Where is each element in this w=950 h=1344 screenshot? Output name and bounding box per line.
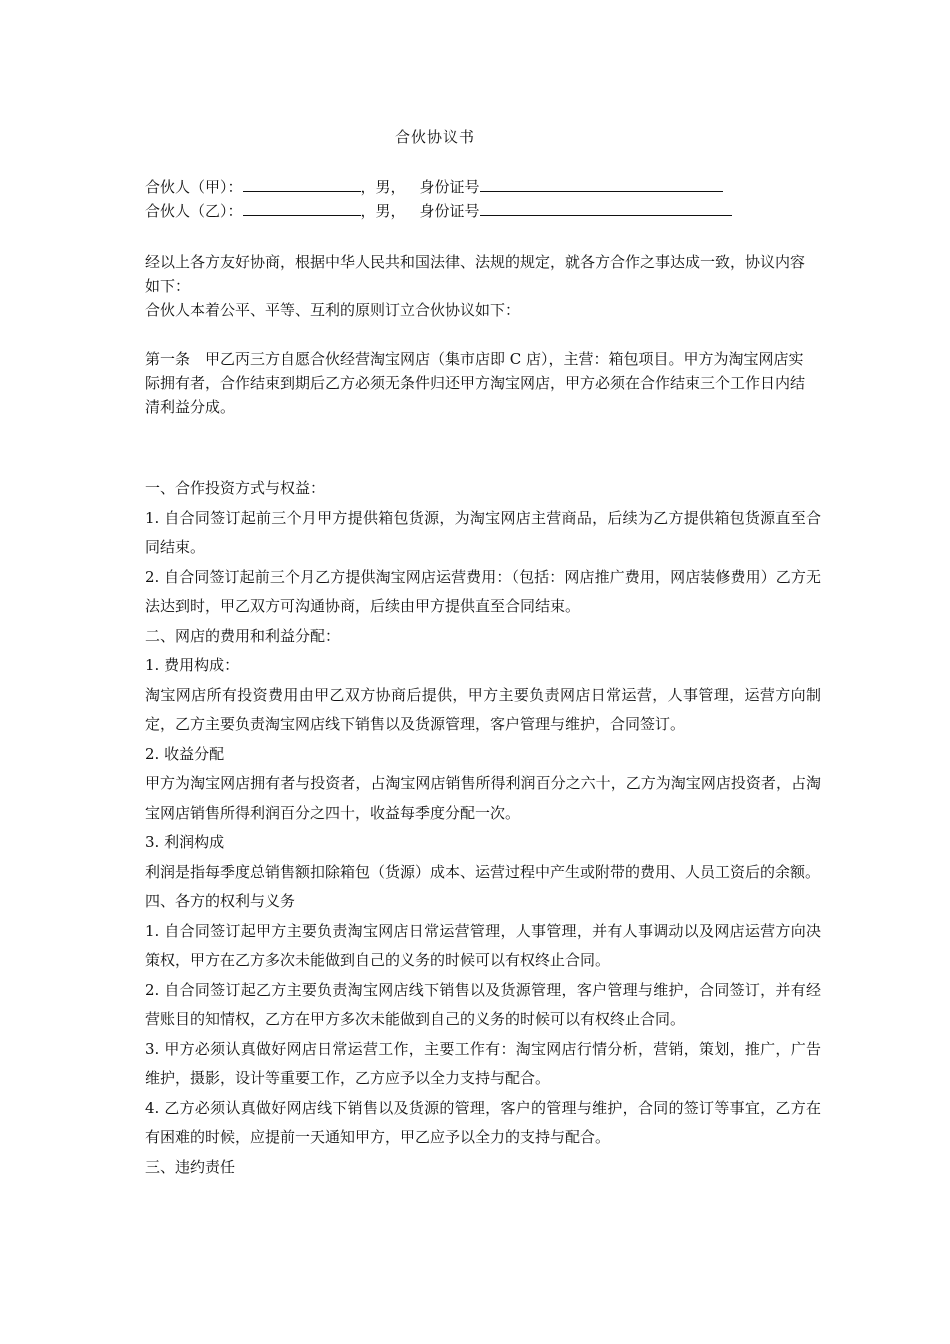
partner-b-id-blank [480,199,732,216]
clause-paragraph: 2. 自合同签订起乙方主要负责淘宝网店线下销售以及货源管理，客户管理与维护，合同签订，并有经营账目的知情权，乙方在甲方多次未能做到自己的义务的时候可以有权终止合同。 [145,980,821,1028]
intro-section [145,250,813,322]
partner-info [145,175,825,223]
partner-b-label: 合伙人（乙）： [145,202,243,220]
partner-b-id-label: 身份证号 [419,202,480,220]
clause-paragraph: 1. 自合同签订起甲方主要负责淘宝网店日常运营管理，人事管理，并有人事调动以及网店运营方向决策权，甲方在乙方多次未能做到自己的义务的时候可以有权终止合同。 [145,921,821,969]
subsection-heading: 3. 利润构成 [145,833,225,851]
clause-paragraph: 甲方为淘宝网店拥有者与投资者，占淘宝网店销售所得利润百分之六十，乙方为淘宝网店投资者，占淘宝网店销售所得利润百分之四十，收益每季度分配一次。 [145,774,821,822]
clause-paragraph: 3. 甲方必须认真做好网店日常运营工作，主要工作有：淘宝网店行情分析，营销，策划，推广，广告维护，摄影，设计等重要工作，乙方应予以全力支持与配合。 [145,1039,821,1087]
partner-a-line [145,175,825,199]
partner-a-gender: ，男， [360,178,406,196]
document-title: 合伙协议书 [394,128,475,146]
subsection-heading: 1. 费用构成： [145,656,240,674]
partner-a-name-blank [243,175,361,192]
partner-b-name-blank [243,199,361,216]
section-heading: 一、合作投资方式与权益： [145,479,326,497]
principle-paragraph: 合伙人本着公平、平等、互利的原则订立合伙协议如下： [145,301,521,319]
partner-a-id-blank [480,175,723,192]
intro-paragraph: 经以上各方友好协商，根据中华人民共和国法律、法规的规定，就各方合作之事达成一致，协议内容如下： [145,253,806,295]
partner-b-line [145,199,825,223]
partner-b-gender: ，男， [360,202,406,220]
clause-paragraph: 利润是指每季度总销售额扣除箱包（货源）成本、运营过程中产生或附带的费用、人员工资后的余额。 [145,862,821,881]
clause-paragraph: 1. 自合同签订起前三个月甲方提供箱包货源，为淘宝网店主营商品，后续为乙方提供箱包货源直至合同结束。 [145,508,821,556]
section-heading: 三、违约责任 [145,1157,236,1176]
clause-paragraph: 2. 自合同签订起前三个月乙方提供淘宝网店运营费用：（包括：网店推广费用，网店装修费用）乙方无法达到时，甲乙双方可沟通协商，后续由甲方提供直至合同结束。 [145,567,821,615]
agreement-sections [145,474,821,1182]
clause-paragraph: 淘宝网店所有投资费用由甲乙双方协商后提供，甲方主要负责网店日常运营，人事管理，运营方向制定，乙方主要负责淘宝网店线下销售以及货源管理，客户管理与维护，合同签订。 [145,685,821,733]
partner-a-id-label: 身份证号 [419,178,480,196]
article-one: 第一条 甲乙丙三方自愿合伙经营淘宝网店（集市店即 C 店），主营：箱包项目。甲方为淘宝网店实际拥有者，合作结束到期后乙方必须无条件归还甲方淘宝网店，甲方必须在合作结束三个工作日内结清利益分成。 [145,350,806,416]
partner-a-label: 合伙人（甲）： [145,178,243,196]
clause-paragraph: 4. 乙方必须认真做好网店线下销售以及货源的管理，客户的管理与维护，合同的签订等事宜，乙方在有困难的时候，应提前一天通知甲方，甲乙应予以全力的支持与配合。 [145,1098,821,1146]
section-heading: 四、各方的权利与义务 [145,892,296,910]
section-heading: 二、网店的费用和利益分配： [145,626,341,645]
subsection-heading: 2. 收益分配 [145,744,225,763]
